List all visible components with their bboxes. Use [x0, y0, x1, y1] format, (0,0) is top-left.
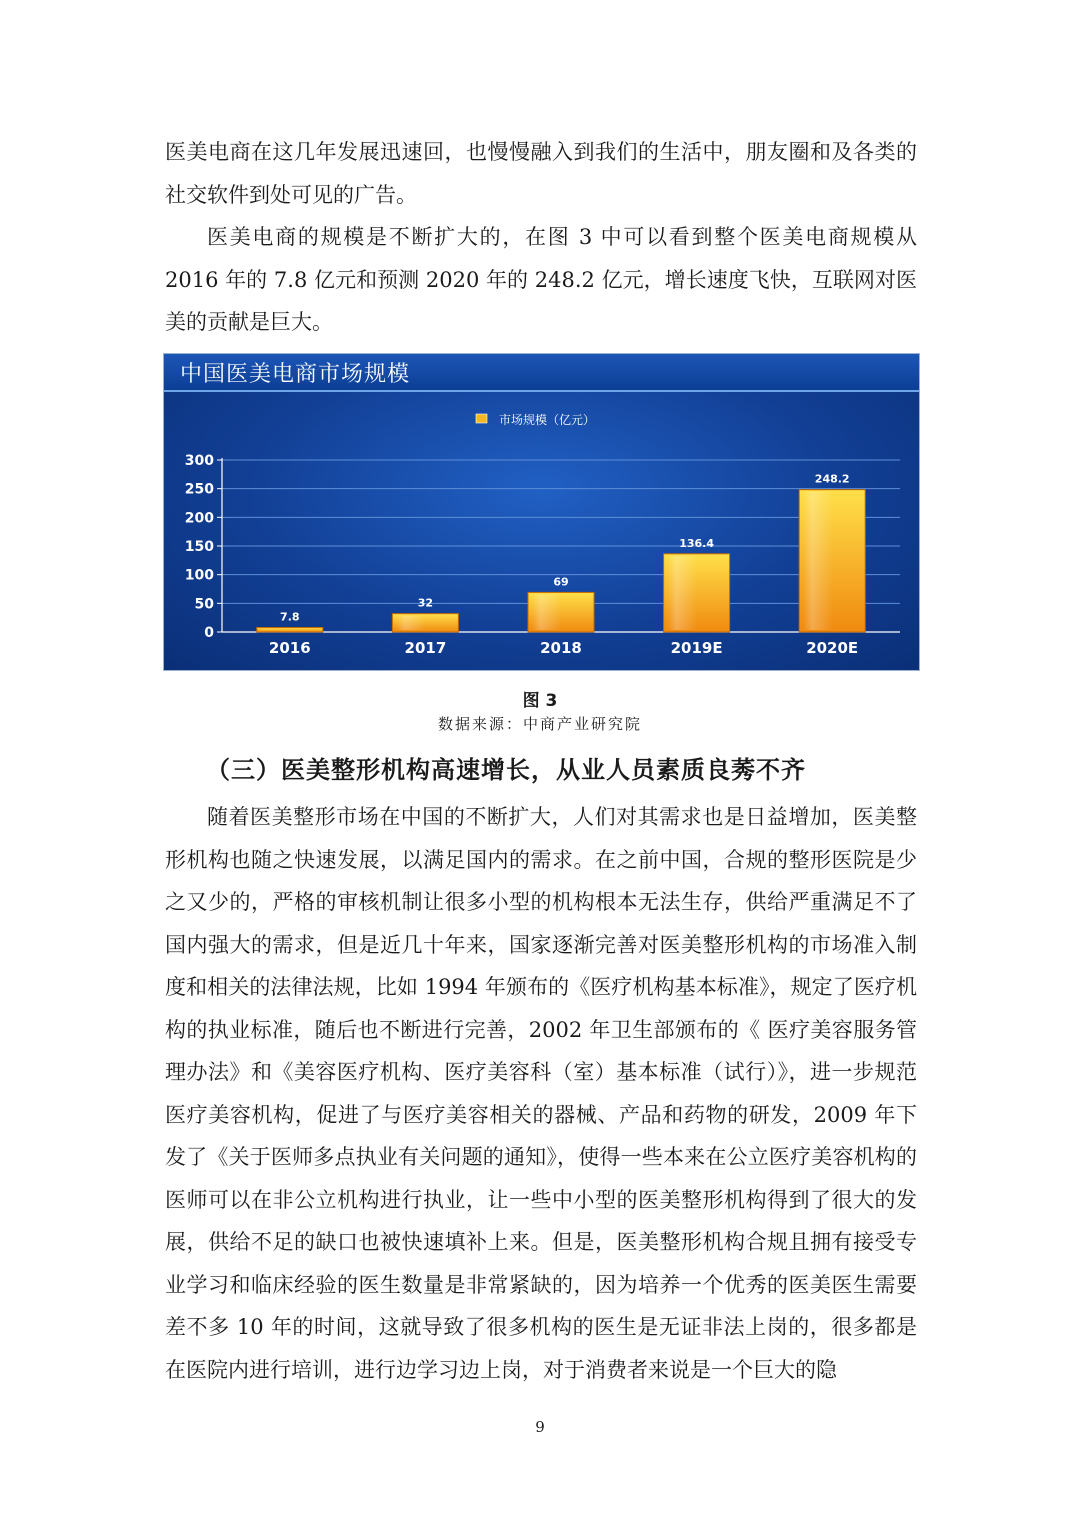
y-tick-label: 150 [184, 539, 214, 555]
legend-swatch [476, 414, 487, 423]
bar-highlight [396, 616, 426, 630]
y-tick-label: 0 [204, 625, 214, 641]
bar-chart [164, 392, 919, 671]
data-label: 32 [417, 596, 434, 610]
bar-highlight [803, 492, 833, 630]
chart-body [164, 392, 919, 671]
intro-paragraph-1: 医美电商在这几年发展迅速回，也慢慢融入到我们的生活中，朋友圈和及各类的社交软件到处可见的广告。 [165, 140, 917, 207]
legend-label: 市场规模（亿元） [499, 413, 596, 427]
chart-figure [163, 353, 920, 671]
section-heading: （三）医美整形机构高速增长，从业人员素质良莠不齐 [206, 755, 806, 784]
chart-header [164, 354, 919, 392]
y-tick-label: 50 [194, 596, 214, 613]
chart-title: 中国医美电商市场规模 [180, 362, 411, 387]
section-paragraph: 随着医美整形市场在中国的不断扩大，人们对其需求也是日益增加，医美整形机构也随之快速发展，以满足国内的需求。在之前中国，合规的整形医院是少之又少的，严格的审核机制让很多小型的机构根本无法生存，供给严重满足不了国内强大的需求，但是近几十年来，国家逐渐完善对医美整形机构的市场准入制度和相关的法律法规，比如 1994 年颁布的《医疗机构基本标准》，规定了医疗机构的执业标准，随后也不断进行完善，2002 年卫生部颁布的《 医疗美容服务管理办法》和《美容医疗机构、医疗美容科（室）基本标准（试行）》，进一步规范医疗美容机构，促进了与医疗美容相关的器械、产品和药物的研发，2009 年下发了《关于医师多点执业有关问题的通知》，使得一些本来在公立医疗美容机构的医师可以在非公立机构进行执业，让一些中小型的医美整形机构得到了很大的发展，供给不足的缺口也被快速填补上来。但是，医美整形机构合规且拥有接受专业学习和临床经验的医生数量是非常紧缺的，因为培养一个优秀的医美医生需要差不多 10 年的时间，这就导致了很多机构的医生是无证非法上岗的，很多都是在医院内进行培训，进行边学习边上岗，对于消费者来说是一个巨大的隐 [165, 805, 917, 1382]
data-label: 7.8 [280, 610, 300, 624]
data-label: 248.2 [814, 472, 850, 486]
bar-highlight [668, 556, 698, 630]
page-number: 9 [535, 1418, 545, 1436]
section-text [165, 796, 917, 1391]
x-tick-label: 2020E [806, 639, 859, 657]
data-label: 136.4 [679, 536, 714, 550]
intro-text [165, 131, 917, 344]
y-tick-label: 200 [184, 510, 214, 527]
x-tick-label: 2018 [540, 639, 582, 657]
x-tick-label: 2017 [404, 639, 447, 657]
data-label: 69 [553, 575, 569, 589]
figure-number: 图 3 [522, 691, 558, 711]
figure-source: 数据来源：中商产业研究院 [437, 715, 642, 733]
y-tick-label: 100 [184, 567, 214, 584]
x-tick-label: 2019E [670, 639, 723, 657]
y-tick-label: 250 [184, 481, 214, 498]
labels [185, 453, 858, 657]
intro-paragraph-2: 医美电商的规模是不断扩大的，在图 3 中可以看到整个医美电商规模从 2016 年的 7.8 亿元和预测 2020 年的 248.2 亿元，增长速度飞快，互联网对医美的贡献是巨大。 [165, 225, 917, 334]
bars [257, 490, 865, 632]
bar-highlight [532, 594, 562, 630]
x-tick-label: 2016 [268, 639, 311, 657]
y-tick-label: 300 [184, 453, 214, 469]
